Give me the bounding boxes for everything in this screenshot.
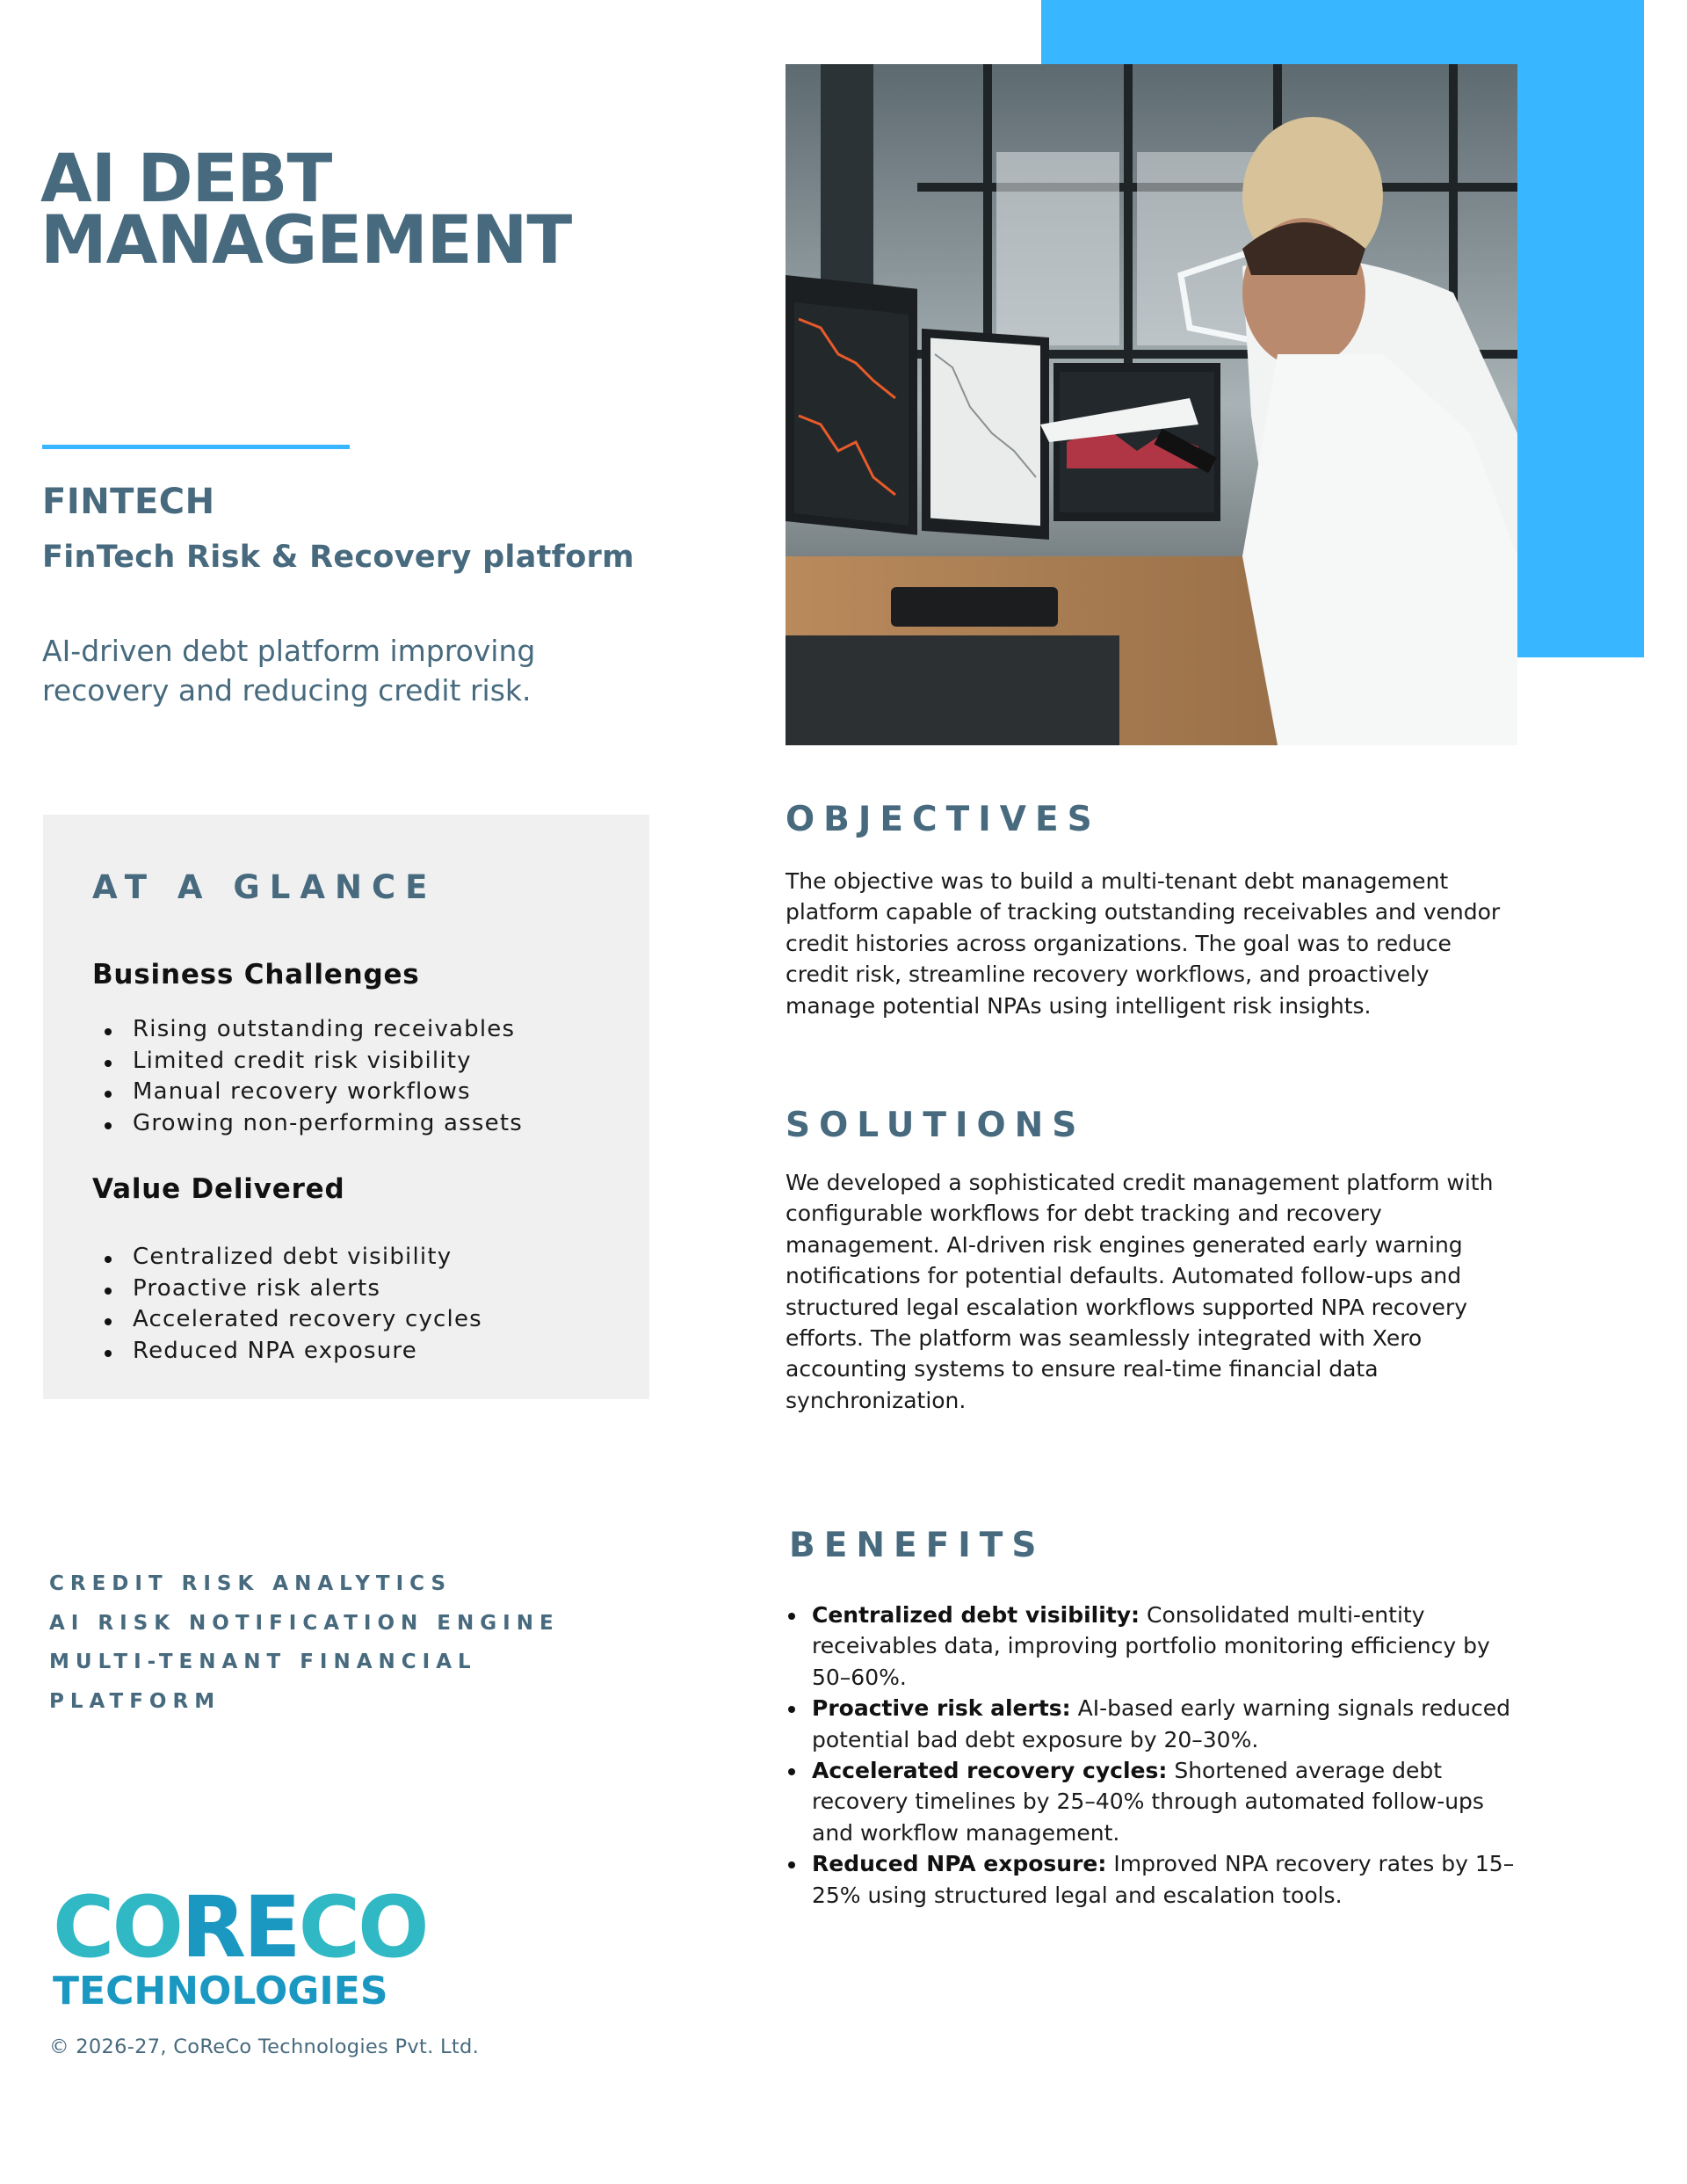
tag: MULTI-TENANT FINANCIAL	[49, 1651, 477, 1673]
copyright-notice: © 2026-27, CoReCo Technologies Pvt. Ltd.	[49, 2035, 480, 2058]
solutions-heading: SOLUTIONS	[786, 1106, 1086, 1145]
logo-part-co-2: CO	[298, 1878, 427, 1977]
list-item: Limited credit risk visibility	[92, 1046, 523, 1077]
benefits-list	[786, 1600, 1515, 1911]
page-title-line-1: AI DEBT	[40, 139, 332, 217]
subtitle: FinTech Risk & Recovery platform	[42, 540, 634, 575]
list-item: Reduced NPA exposure	[92, 1336, 482, 1368]
logo-part-co: CO	[53, 1878, 182, 1977]
list-item: Proactive risk alerts	[92, 1273, 482, 1305]
logo-wordmark	[53, 1878, 466, 1977]
tagline: AI-driven debt platform improving recovery and reducing credit risk.	[42, 634, 536, 707]
logo-part-re: RE	[181, 1878, 299, 1977]
list-item: Centralized debt visibility	[92, 1242, 482, 1273]
solutions-body: We developed a sophisticated credit management platform with configurable workflows for debt tracking and recovery management. AI-driven risk engines generated early warning notifications for potential defaults. Automated follow-ups and structured legal escalation workflows supported NPA recovery efforts. The platform was seamlessly integrated with Xero accounting systems to ensure real-time financial data synchronization.	[786, 1170, 1494, 1413]
objectives-body: The objective was to build a multi-tenant debt management platform capable of tracking outstanding receivables and vendor credit histories across organizations. The goal was to reduce credit risk, streamline recovery workflows, and proactively manage potential NPAs using intelligent risk insights.	[786, 868, 1501, 1019]
list-item: Growing non-performing assets	[92, 1108, 523, 1140]
benefit-label: Reduced NPA exposure:	[812, 1851, 1107, 1877]
page-title	[40, 139, 708, 279]
company-logo	[53, 1878, 466, 2013]
benefit-item	[786, 1693, 1515, 1755]
benefit-text: Improved NPA recovery rates by 15–25% using structured legal and escalation tools.	[812, 1851, 1515, 1908]
accent-divider	[42, 445, 350, 449]
glance-title: AT A GLANCE	[92, 868, 438, 906]
business-challenges-list	[92, 1014, 523, 1139]
benefit-label: Centralized debt visibility:	[812, 1602, 1140, 1628]
benefit-item	[786, 1755, 1515, 1848]
tag: AI RISK NOTIFICATION ENGINE	[49, 1611, 560, 1635]
page-title-line-2: MANAGEMENT	[40, 200, 572, 279]
benefit-label: Accelerated recovery cycles:	[812, 1758, 1168, 1784]
at-a-glance-panel	[43, 815, 649, 1399]
tag: PLATFORM	[49, 1689, 221, 1713]
list-item: Accelerated recovery cycles	[92, 1304, 482, 1336]
capability-tags	[49, 1564, 682, 1721]
tag: CREDIT RISK ANALYTICS	[49, 1572, 453, 1595]
photo-icon	[786, 64, 1517, 745]
benefits-heading: BENEFITS	[789, 1526, 1046, 1565]
benefit-item	[786, 1600, 1515, 1693]
benefit-text: Consolidated multi-entity receivables data, improving portfolio monitoring efficiency by 50–60%.	[812, 1602, 1490, 1690]
list-item: Rising outstanding receivables	[92, 1014, 523, 1046]
logo-subtext: TECHNOLOGIES	[53, 1969, 388, 2013]
benefit-text: Shortened average debt recovery timelines by 25–40% through automated follow-ups and workflow management.	[812, 1758, 1484, 1846]
business-challenges-heading: Business Challenges	[92, 959, 420, 990]
category-label: FINTECH	[42, 482, 215, 522]
objectives-heading: OBJECTIVES	[786, 800, 1101, 839]
value-delivered-list	[92, 1242, 482, 1367]
list-item: Manual recovery workflows	[92, 1077, 523, 1108]
hero-photo	[786, 64, 1517, 745]
benefit-label: Proactive risk alerts:	[812, 1695, 1071, 1722]
value-delivered-heading: Value Delivered	[92, 1173, 345, 1205]
benefit-item	[786, 1848, 1515, 1911]
benefit-text: AI-based early warning signals reduced potential bad debt exposure by 20–30%.	[812, 1695, 1510, 1752]
